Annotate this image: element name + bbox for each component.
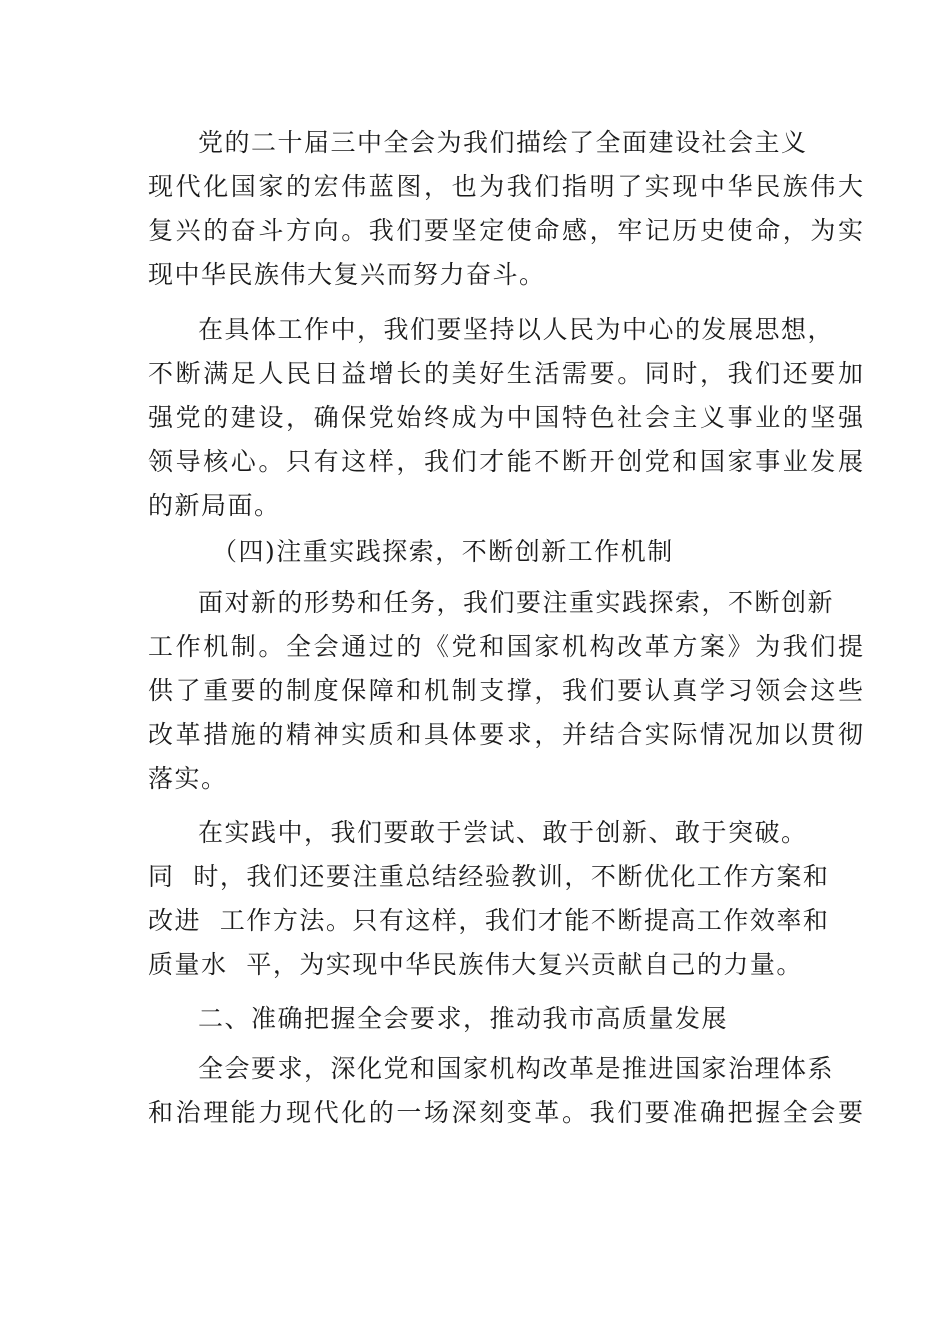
text-line: 强党的建设，确保党始终成为中国特色社会主义事业的坚强 (148, 403, 866, 432)
text-line: 在实践中，我们要敢于尝试、敢于创新、敢于突破。 (198, 818, 808, 847)
text-line: 同 时，我们还要注重总结经验教训，不断优化工作方案和 (148, 862, 830, 891)
text-line: 改革措施的精神实质和具体要求，并结合实际情况加以贯彻 (148, 720, 866, 749)
text-line: 面对新的形势和任务，我们要注重实践探索，不断创新 (198, 588, 835, 617)
text-line: 在具体工作中，我们要坚持以人民为中心的发展思想， (198, 315, 835, 344)
text-line: 和治理能力现代化的一场深刻变革。我们要准确把握全会要 (148, 1098, 866, 1127)
text-line: 现代化国家的宏伟蓝图，也为我们指明了实现中华民族伟大 (148, 172, 866, 201)
text-line: 复兴的奋斗方向。我们要坚定使命感，牢记历史使命，为实 (148, 216, 866, 245)
text-line: 供了重要的制度保障和机制支撑，我们要认真学习领会这些 (148, 676, 866, 705)
text-line: 工作机制。全会通过的《党和国家机构改革方案》为我们提 (148, 632, 866, 661)
text-line: 落实。 (148, 764, 228, 793)
section-heading: 二、准确把握全会要求，推动我市高质量发展 (198, 1004, 729, 1033)
text-line: 不断满足人民日益增长的美好生活需要。同时，我们还要加 (148, 359, 866, 388)
text-line: 领导核心。只有这样，我们才能不断开创党和国家事业发展 (148, 447, 866, 476)
text-line: 改进 工作方法。只有这样，我们才能不断提高工作效率和 (148, 906, 830, 935)
text-line: 质量水 平，为实现中华民族伟大复兴贡献自己的力量。 (148, 950, 803, 979)
text-line: 的新局面。 (148, 491, 281, 520)
text-line: 党的二十届三中全会为我们描绘了全面建设社会主义 (198, 128, 808, 157)
text-line: 现中华民族伟大复兴而努力奋斗。 (148, 260, 546, 289)
text-line: 全会要求，深化党和国家机构改革是推进国家治理体系 (198, 1054, 835, 1083)
section-heading: （四)注重实践探索，不断创新工作机制 (212, 537, 674, 566)
